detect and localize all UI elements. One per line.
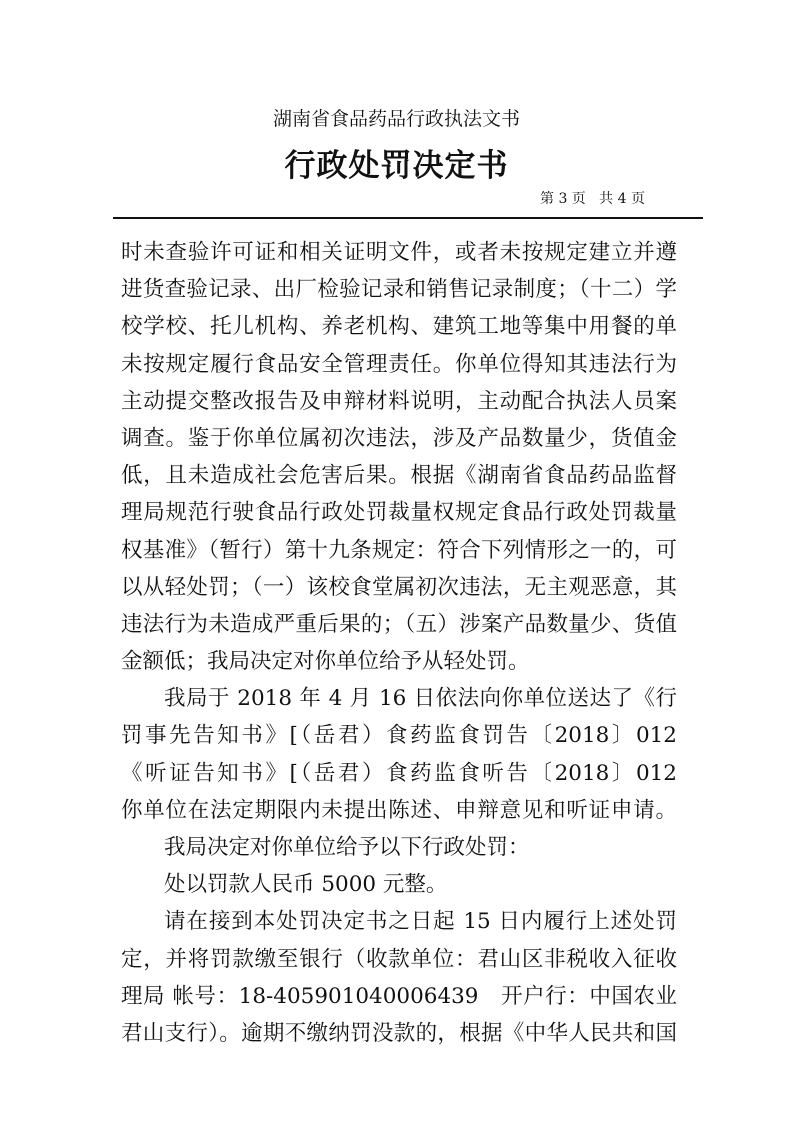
page-number: 第 3 页 共 4 页 bbox=[540, 191, 645, 207]
body-text-line: 低，且未造成社会危害后果。根据《湖南省食品药品监督 bbox=[121, 463, 677, 489]
body-text-line: 我局决定对你单位给予以下行政处罚： bbox=[164, 835, 530, 860]
body-text-line: 未按规定履行食品安全管理责任。你单位得知其违法行为 bbox=[121, 351, 677, 377]
body-text-line: 进货查验记录、出厂检验记录和销售记录制度；（十二）学 bbox=[121, 277, 677, 303]
body-text-line: 理局规范行驶食品行政处罚裁量权规定食品行政处罚裁量 bbox=[121, 500, 677, 526]
body-text-line: 权基准》（暂行）第十九条规定：符合下列情形之一的，可 bbox=[121, 537, 677, 563]
header-divider bbox=[113, 217, 703, 219]
body-text-line: 违法行为未造成严重后果的；（五）涉案产品数量少、货值 bbox=[121, 611, 677, 637]
body-text-line: 处以罚款人民币 5000 元整。 bbox=[164, 872, 448, 898]
body-text-line: 我局于 2018 年 4 月 16 日依法向你单位送达了《行 bbox=[164, 686, 677, 712]
body-text-line: 请在接到本处罚决定书之日起 15 日内履行上述处罚 bbox=[164, 909, 677, 935]
body-text-line: 你单位在法定期限内未提出陈述、申辩意见和听证申请。 bbox=[121, 797, 677, 823]
document-subtitle: 湖南省食品药品行政执法文书 bbox=[272, 108, 520, 130]
body-text-line: 校学校、托儿机构、养老机构、建筑工地等集中用餐的单 bbox=[121, 314, 677, 340]
body-text-line: 以从轻处罚；（一）该校食堂属初次违法，无主观恶意，其 bbox=[121, 574, 677, 600]
document-title: 行政处罚决定书 bbox=[284, 148, 509, 184]
body-text-line: 《听证告知书》[（岳君）食药监食听告〔2018〕012 bbox=[121, 760, 677, 786]
body-text-line: 调查。鉴于你单位属初次违法，涉及产品数量少，货值金 bbox=[121, 425, 677, 451]
document-body bbox=[121, 234, 677, 1052]
body-text-line: 定，并将罚款缴至银行（收款单位：君山区非税收入征收 bbox=[121, 946, 677, 972]
body-text-line: 金额低；我局决定对你单位给予从轻处罚。 bbox=[121, 649, 530, 675]
body-text-line: 罚事先告知书》[（岳君）食药监食罚告〔2018〕012 bbox=[121, 723, 677, 749]
body-text-line: 君山支行）。逾期不缴纳罚没款的，根据《中华人民共和国 bbox=[121, 1020, 677, 1046]
body-text-line: 时未查验许可证和相关证明文件，或者未按规定建立并遵 bbox=[121, 240, 677, 265]
body-text-line: 主动提交整改报告及申辩材料说明，主动配合执法人员案 bbox=[121, 388, 677, 414]
body-text-line: 理局 帐号：18-405901040006439 开户行：中国农业 bbox=[121, 983, 677, 1009]
